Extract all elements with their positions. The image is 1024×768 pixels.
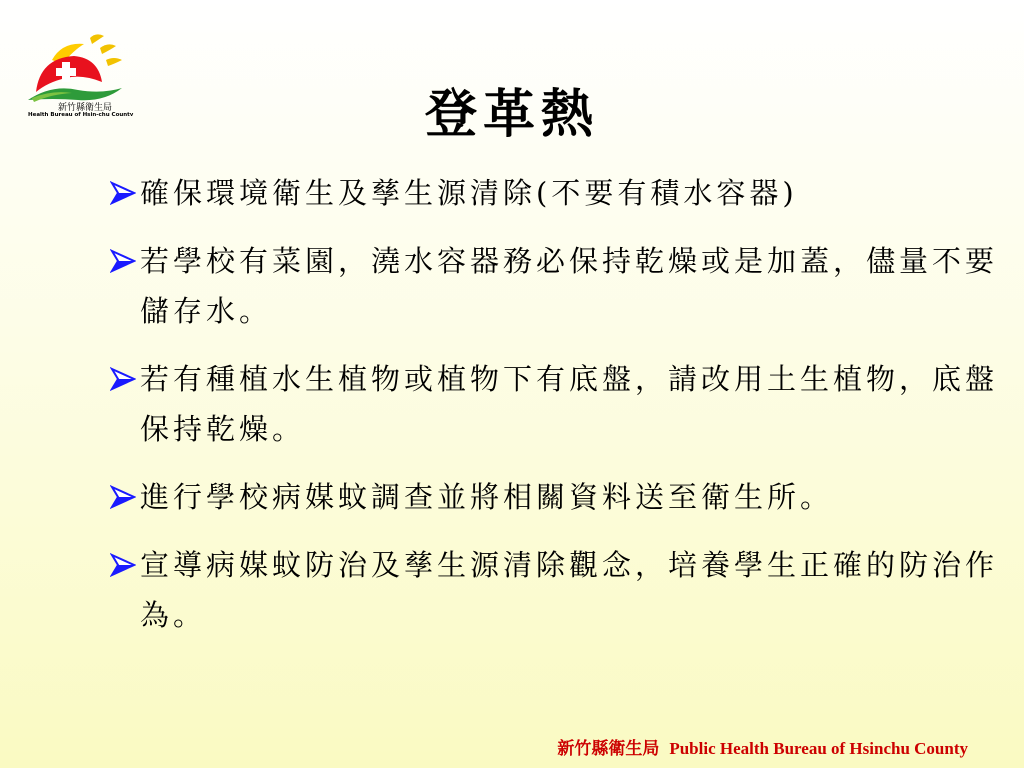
arrow-bullet-icon bbox=[110, 367, 136, 391]
bullet-item bbox=[110, 168, 1010, 218]
logo-name-en: Health Bureau of Hsin-chu County bbox=[28, 112, 134, 116]
arrow-bullet-icon bbox=[110, 553, 136, 577]
bullet-text: 若有種植水生植物或植物下有底盤，請改用土生植物，底盤保持乾燥。 bbox=[140, 362, 999, 446]
footer-org-en: Public Health Bureau of Hsinchu County bbox=[669, 739, 968, 758]
bullet-text: 若學校有菜園，澆水容器務必保持乾燥或是加蓋，儘量不要儲存水。 bbox=[140, 244, 999, 328]
bullet-text: 確保環境衛生及孳生源清除(不要有積水容器) bbox=[140, 176, 798, 210]
arrow-bullet-icon bbox=[110, 181, 136, 205]
logo-name-zh: 新竹縣衛生局 bbox=[58, 103, 113, 113]
slide-title: 登革熱 bbox=[424, 84, 599, 145]
bullet-item bbox=[110, 236, 1010, 336]
footer-org-zh: 新竹縣衛生局 bbox=[557, 739, 660, 758]
bullet-text: 進行學校病媒蚊調查並將相關資料送至衛生所。 bbox=[140, 480, 834, 514]
bullet-list bbox=[110, 168, 1010, 658]
bullet-text: 宣導病媒蚊防治及孳生源清除觀念，培養學生正確的防治作為。 bbox=[140, 548, 999, 632]
bullet-item bbox=[110, 354, 1010, 454]
arrow-bullet-icon bbox=[110, 249, 136, 273]
footer bbox=[557, 734, 968, 759]
arrow-bullet-icon bbox=[110, 485, 136, 509]
bullet-item bbox=[110, 472, 1010, 522]
bullet-item bbox=[110, 540, 1010, 640]
